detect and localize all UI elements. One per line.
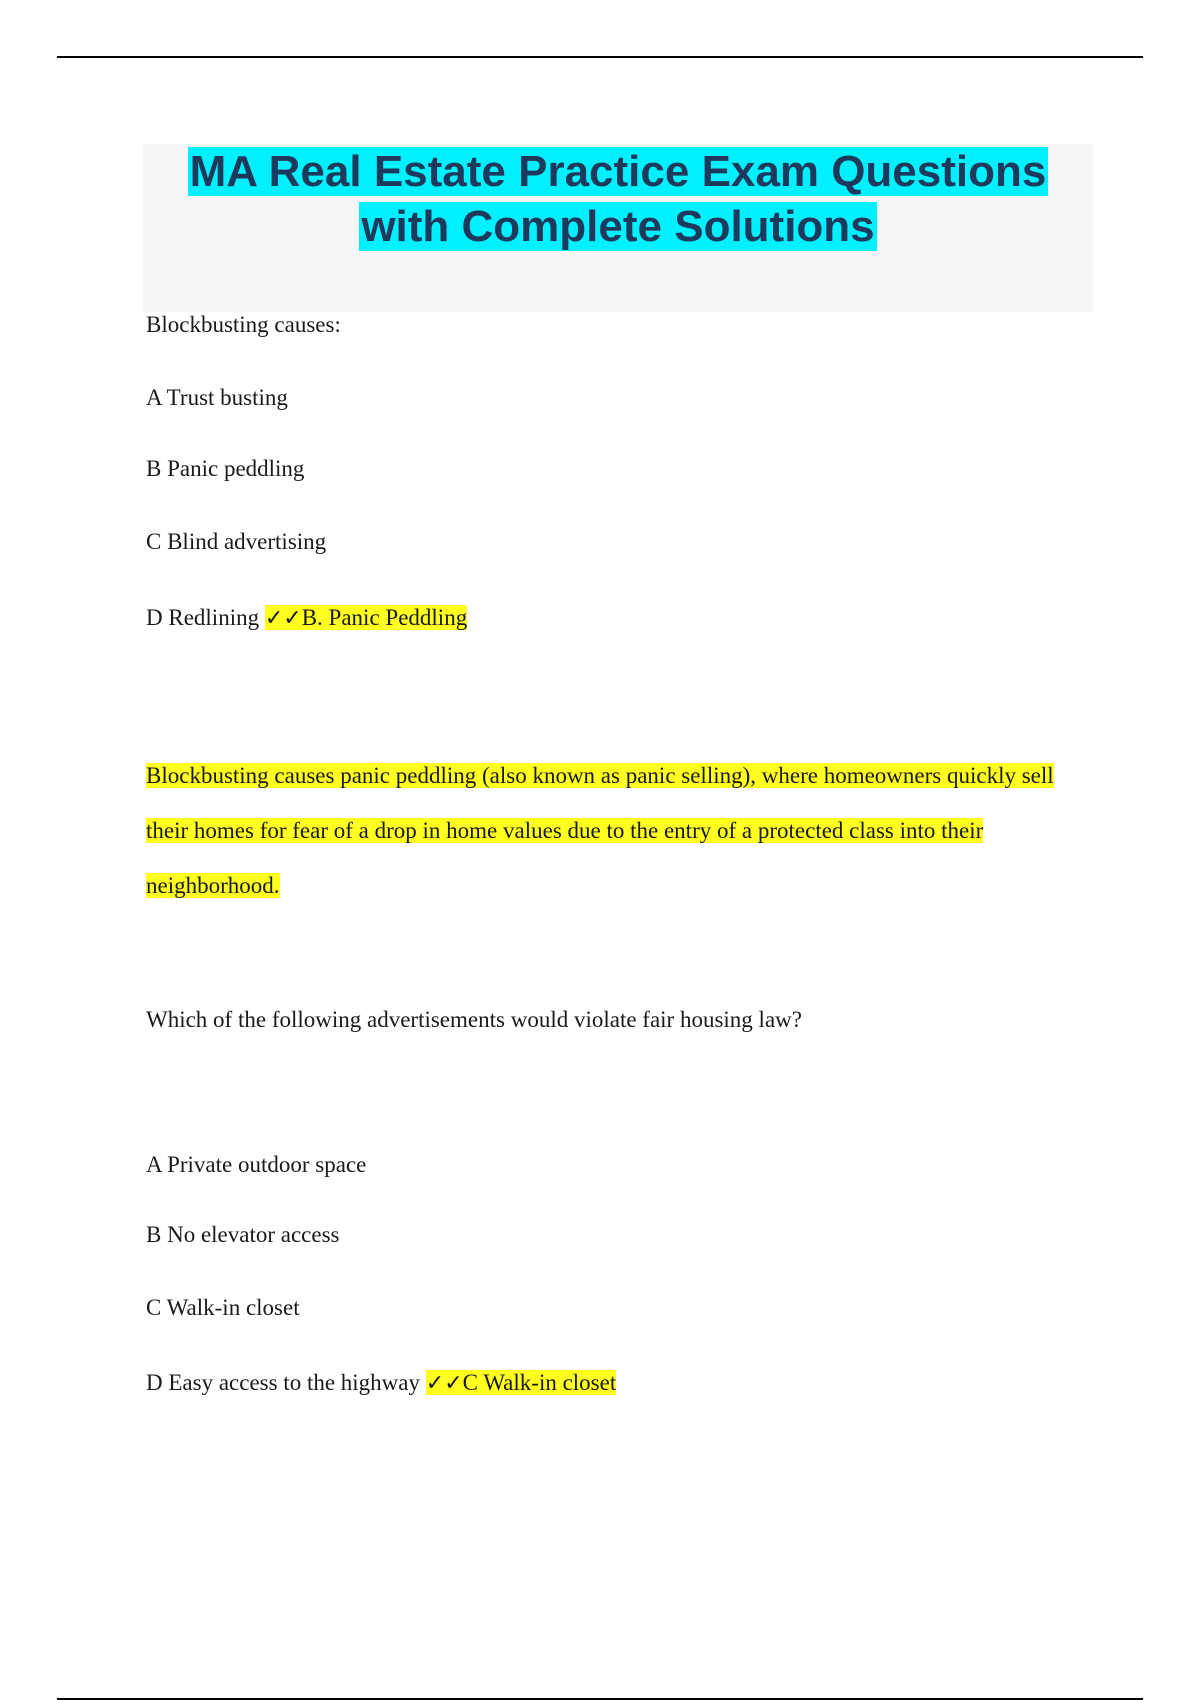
question-1-explanation: Blockbusting causes panic peddling (also known as panic selling), where homeowners quickly sell their homes for fear of a drop in home values due to the entry of a protected class into their neighborhood. <box>146 763 1054 898</box>
question-1-option-c: C Blind advertising <box>146 529 327 554</box>
question-1-option-d: D Redlining <box>146 605 260 630</box>
question-2-option-b: B No elevator access <box>146 1222 340 1247</box>
checkmark-icon: ✓✓ <box>425 1371 463 1396</box>
question-1-option-d-row <box>146 603 467 634</box>
question-1-answer-text: B. Panic Peddling <box>301 605 468 630</box>
question-2-option-a: A Private outdoor space <box>146 1152 367 1177</box>
document-title <box>143 144 1093 254</box>
question-2-option-c: C Walk-in closet <box>146 1295 300 1320</box>
question-1-prompt: Blockbusting causes: <box>146 312 341 337</box>
question-1-option-b: B Panic peddling <box>146 456 305 481</box>
header-rule <box>57 56 1143 58</box>
question-2-answer <box>426 1370 616 1395</box>
checkmark-icon: ✓✓ <box>264 606 302 631</box>
question-2-answer-text: C Walk-in closet <box>462 1370 617 1395</box>
question-2-prompt: Which of the following advertisements would violate fair housing law? <box>146 1007 802 1032</box>
question-1-answer <box>265 605 467 630</box>
title-line-1: MA Real Estate Practice Exam Questions <box>189 147 1047 196</box>
question-2-option-d-row <box>146 1368 616 1399</box>
title-line-2: with Complete Solutions <box>361 202 875 251</box>
question-1-option-a: A Trust busting <box>146 385 288 410</box>
question-2-option-d: D Easy access to the highway <box>146 1370 421 1395</box>
